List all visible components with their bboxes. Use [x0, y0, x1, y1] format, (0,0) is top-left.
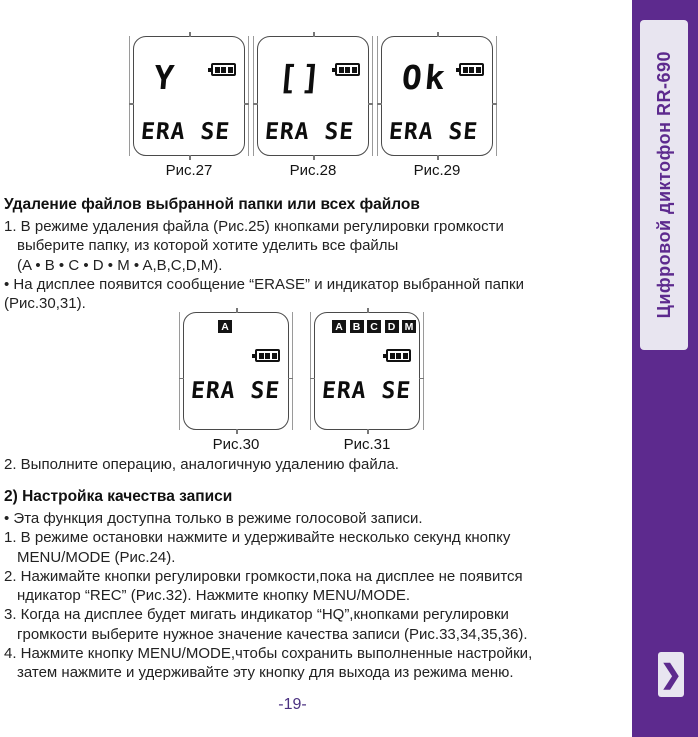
- text-line: MENU/MODE (Рис.24).: [17, 548, 176, 566]
- section-quality-text: [4, 488, 632, 683]
- lcd-main-glyph: Ok: [400, 58, 450, 97]
- folder-indicators: [315, 320, 419, 333]
- lcd-main-glyph: []: [276, 58, 326, 97]
- lcd-screen: [183, 312, 289, 430]
- battery-icon: [335, 63, 360, 76]
- text-line: 4. Нажмите кнопку MENU/MODE,чтобы сохранить выполненные настройки,: [4, 645, 533, 663]
- text-line: 1. В режиме остановки нажмите и удерживайте несколько секунд кнопку: [4, 529, 511, 547]
- page-number: -19-: [278, 696, 307, 713]
- figures-row-1: [129, 36, 497, 179]
- figure-caption: Рис.29: [413, 162, 461, 179]
- sidebar-title: Цифровой диктофон RR-690: [653, 51, 674, 319]
- battery-icon: [386, 349, 411, 362]
- lcd-frame: [179, 312, 293, 430]
- text-line: 2. Выполните операцию, аналогичную удалению файла.: [4, 456, 399, 473]
- lcd-tick: [368, 103, 373, 105]
- battery-icon: [211, 63, 236, 76]
- text-line: 2. Нажимайте кнопки регулировки громкости,пока на дисплее не появится: [4, 567, 523, 585]
- figure-caption: Рис.30: [212, 436, 260, 453]
- next-page-chevron-icon[interactable]: [658, 652, 684, 697]
- lcd-tick: [288, 378, 293, 380]
- figure-caption: Рис.28: [289, 162, 337, 179]
- folder-indicators: [184, 320, 288, 333]
- folder-badge: D: [385, 320, 399, 333]
- folder-badge: M: [402, 320, 416, 333]
- chevron-glyph: ❯: [660, 659, 682, 689]
- lcd-tick: [492, 103, 497, 105]
- lcd-frame: [129, 36, 249, 156]
- sidebar-title-plate: [640, 20, 688, 350]
- lcd-screen: [257, 36, 369, 156]
- lcd-screen: [314, 312, 420, 430]
- folder-badge: A: [332, 320, 346, 333]
- lcd-frame: [310, 312, 424, 430]
- section-erase-text: [4, 196, 632, 313]
- lcd-erase-text: ERA SE: [387, 119, 480, 145]
- text-line: затем нажмите и удерживайте эту кнопку для выхода из режима меню.: [17, 664, 514, 682]
- folder-badge: A: [218, 320, 232, 333]
- lcd-screen: [133, 36, 245, 156]
- text-line: • На дисплее появится сообщение “ERASE” и индикатор выбранной папки: [4, 275, 524, 293]
- lcd-tick: [310, 378, 315, 380]
- sidebar: [632, 0, 698, 737]
- folder-badge: B: [350, 320, 364, 333]
- figure-caption: Рис.27: [165, 162, 213, 179]
- lcd-screen: [381, 36, 493, 156]
- figure-caption: Рис.31: [343, 436, 391, 453]
- lcd-tick: [179, 378, 184, 380]
- battery-icon: [255, 349, 280, 362]
- lcd-tick: [129, 103, 134, 105]
- section-erase-final-step: [4, 455, 632, 474]
- lcd-erase-text: ERA SE: [263, 119, 356, 145]
- battery-icon: [459, 63, 484, 76]
- text-line: ндикатор “REC” (Рис.32). Нажмите кнопку MENU/MODE.: [17, 587, 411, 605]
- lcd-main-glyph: Y: [152, 58, 179, 97]
- figure-ris28: [253, 36, 373, 179]
- text-line: (Рис.30,31).: [4, 295, 86, 313]
- lcd-frame: [253, 36, 373, 156]
- figures-row-2: [179, 312, 424, 453]
- lcd-erase-text: ERA SE: [189, 378, 282, 404]
- figure-ris29: [377, 36, 497, 179]
- text-line: выберите папку, из которой хотите уделить все файлы: [17, 237, 399, 255]
- figure-ris27: [129, 36, 249, 179]
- section-quality-heading: 2) Настройка качества записи: [4, 488, 233, 505]
- text-line: • Эта функция доступна только в режиме голосовой записи.: [4, 510, 423, 527]
- lcd-tick: [377, 103, 382, 105]
- section-erase-heading: Удаление файлов выбранной папки или всех файлов: [4, 196, 420, 213]
- lcd-tick: [253, 103, 258, 105]
- text-line: 3. Когда на дисплее будет мигать индикатор “HQ”,кнопками регулировки: [4, 606, 509, 624]
- figure-ris30: [179, 312, 293, 453]
- text-line: (A • B • C • D • M • A,B,C,D,M).: [17, 256, 223, 274]
- text-line: 1. В режиме удаления файла (Рис.25) кнопками регулировки громкости: [4, 218, 504, 235]
- text-line: громкости выберите нужное значение качества записи (Рис.33,34,35,36).: [17, 625, 528, 643]
- folder-badge: C: [367, 320, 381, 333]
- lcd-erase-text: ERA SE: [139, 119, 232, 145]
- lcd-tick: [244, 103, 249, 105]
- lcd-tick: [419, 378, 424, 380]
- lcd-frame: [377, 36, 497, 156]
- figure-ris31: [310, 312, 424, 453]
- lcd-erase-text: ERA SE: [320, 378, 413, 404]
